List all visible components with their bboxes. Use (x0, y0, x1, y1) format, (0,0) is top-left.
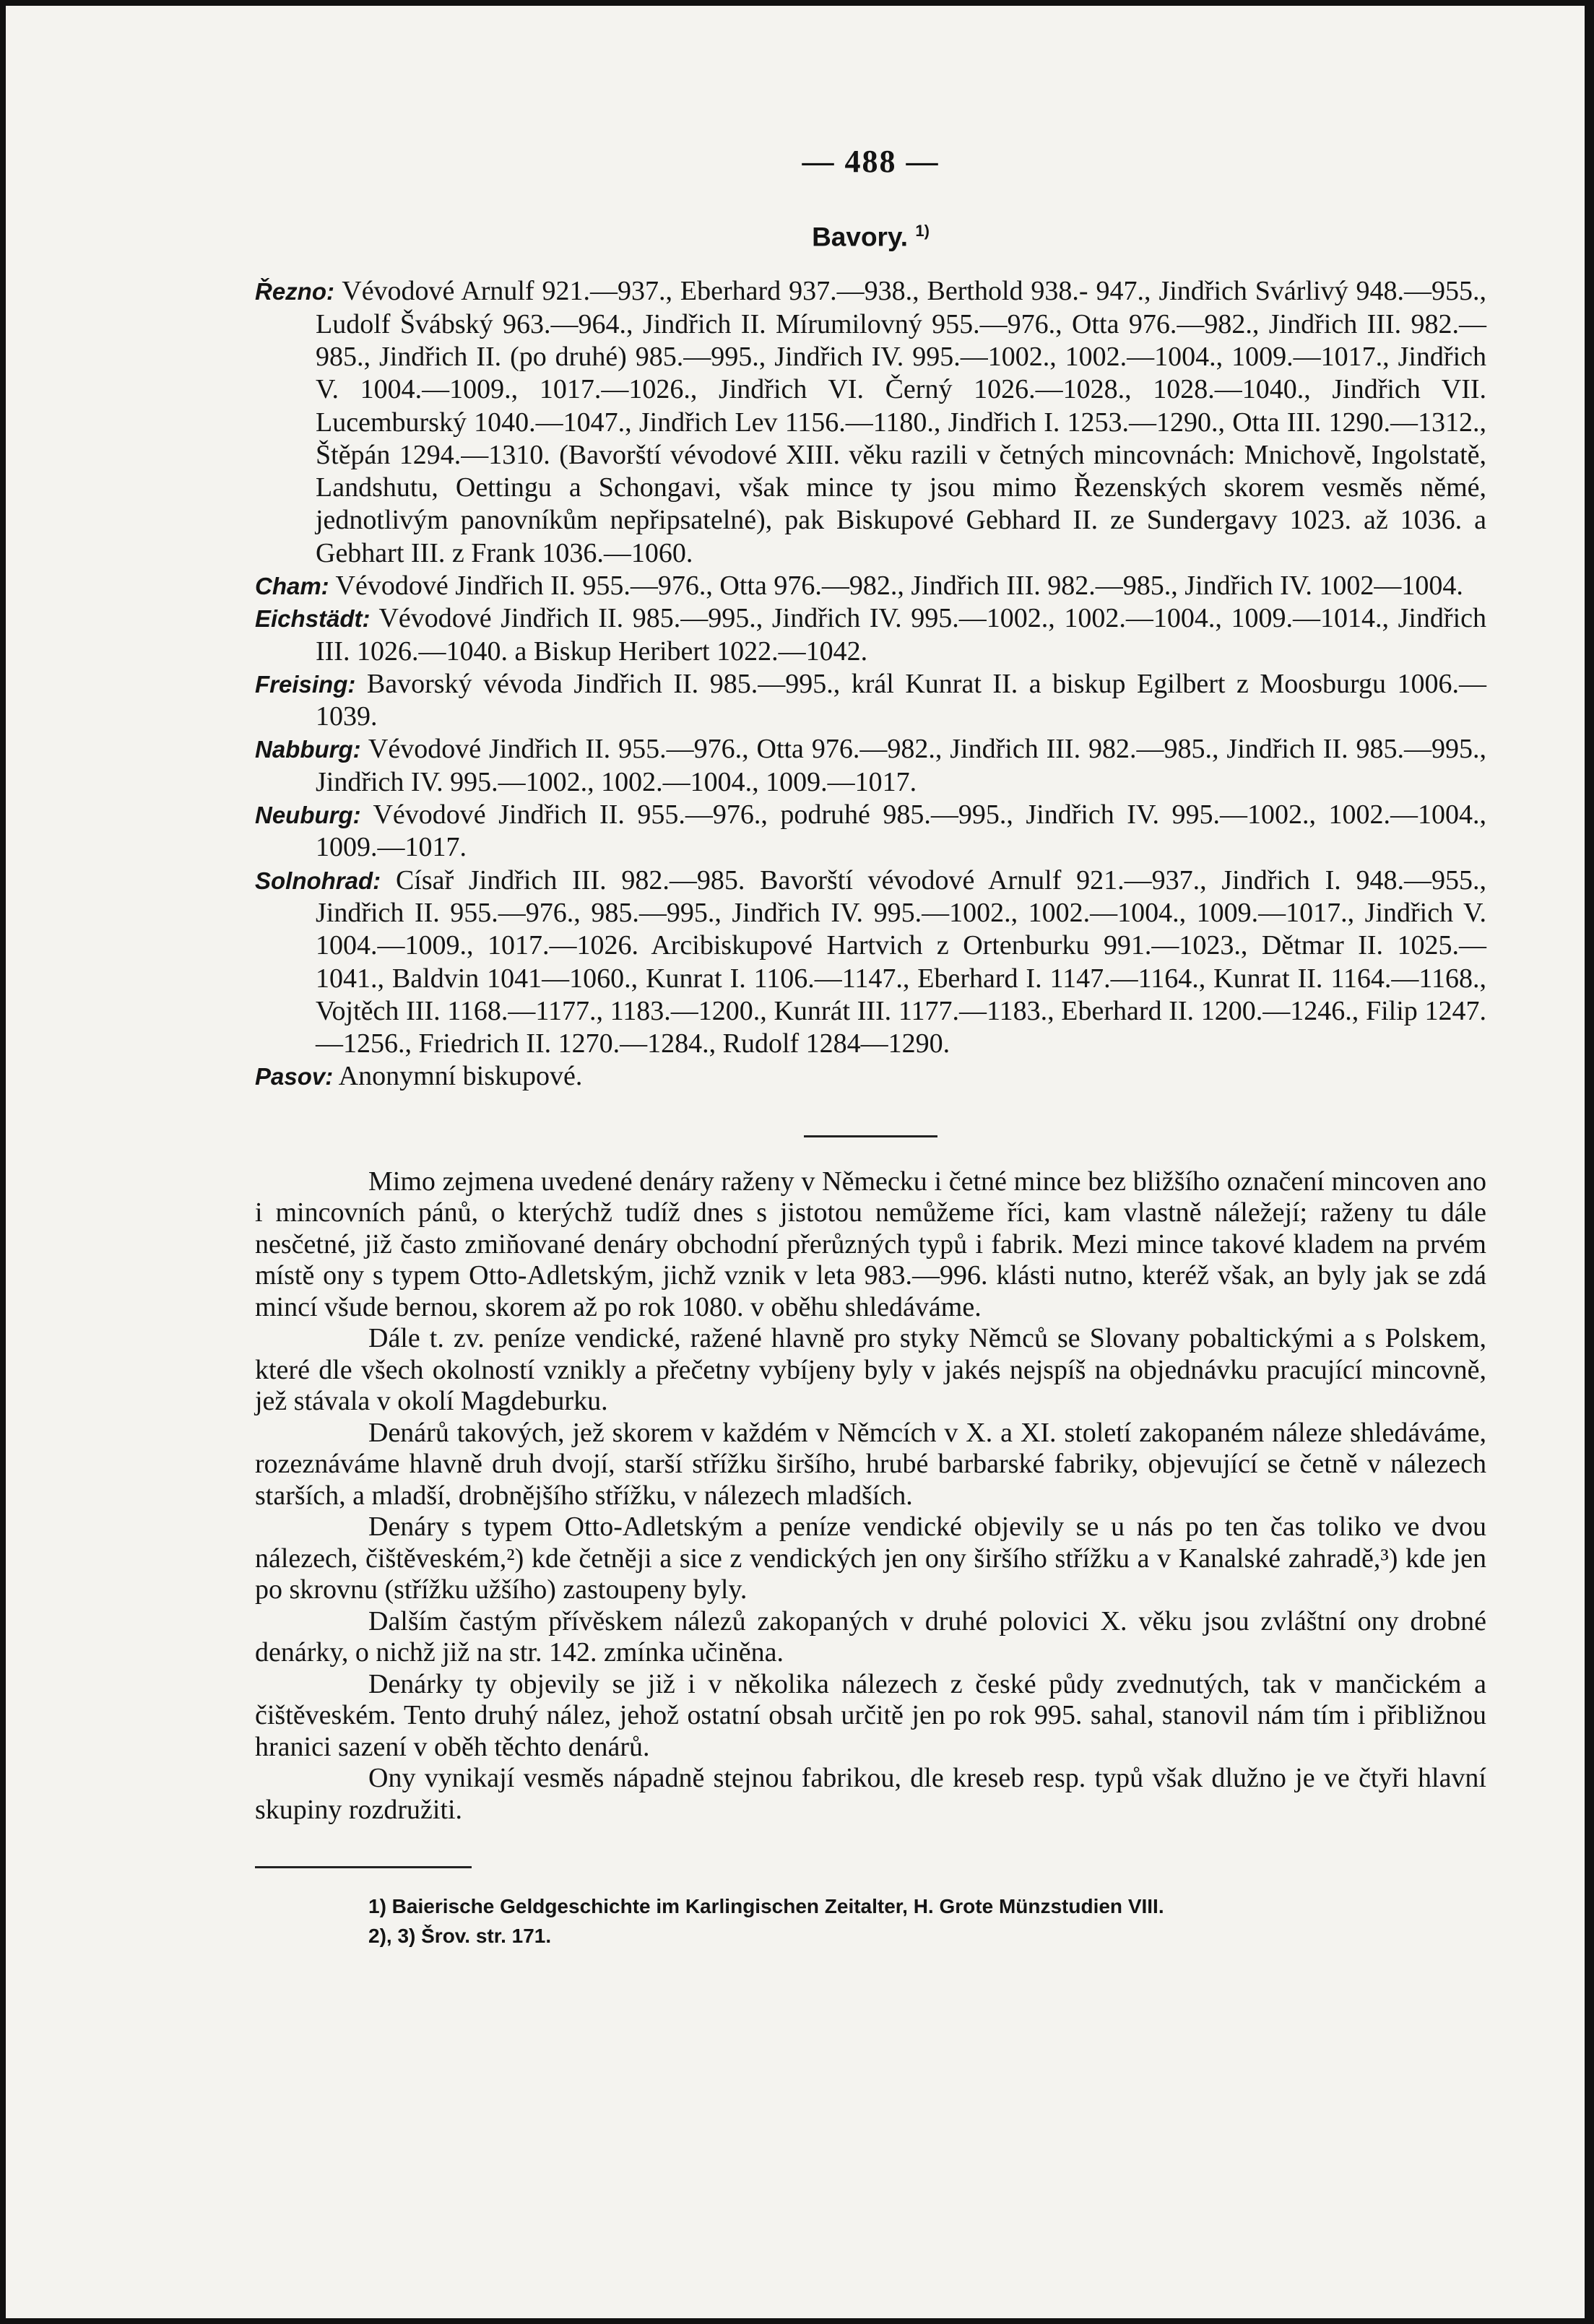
paragraph: Dále t. zv. peníze vendické, ražené hlavně pro styky Němců se Slovany pobaltickými a s Polskem, které dle všech okolností vznikly a přečetny vybíjeny byly v jakés nejspíš na objednávku pracující mincovně, jež stávala v okolí Magdeburku. (255, 1323, 1486, 1417)
paragraph: Dalším častým přívěskem nálezů zakopaných v druhé polovici X. věku jsou zvláštní ony drobné denárky, o nichž již na str. 142. zmínka učiněna. (255, 1605, 1486, 1668)
mint-text: Vévodové Jindřich II. 955.—976., Otta 976.—982., Jindřich III. 982.—985., Jindřich IV. 1002—1004. (335, 571, 1463, 601)
mint-name: Eichstädt: (255, 605, 371, 633)
mint-entry (255, 275, 1486, 570)
footnotes (255, 1891, 1486, 1951)
mint-name: Řezno: (255, 278, 334, 305)
mint-entry (255, 602, 1486, 668)
paragraph: Denárů takových, jež skorem v každém v Němcích v X. a XI. století zakopaném náleze shledáváme, rozeznáváme hlavně druh dvojí, starší střížku širšího, hrubé barbarské fabriky, objevující se četně v nálezech starších, a mladší, drobnějšího střížku, v nálezech mladších. (255, 1417, 1486, 1511)
text-column (255, 143, 1486, 1951)
mint-name: Nabburg: (255, 736, 361, 763)
page-number: — 488 — (802, 144, 940, 179)
paragraph: Mimo zejmena uvedené denáry raženy v Německu i četné mince bez bližšího označení mincoven ano i mincovních pánů, o kterýchž tudíž dnes s jistotou nemůžeme říci, kam vlastně náležejí; raženy tu dále nesčetné, již často zmiňované denáry obchodní přerůzných typů i fabrik. Mezi mince takové kladem na prvém místě ony s typem Otto-Adletským, jichž vznik v leta 983.—996. klásti nutno, kteréž však, an byly jak se zdá mincí všude bernou, skorem až po rok 1080. v oběhu shledáváme. (255, 1166, 1486, 1322)
paragraph: Denárky ty objevily se již i v několika nálezech z české půdy zvednutých, tak v mančickém a čištěveském. Tento druhý nález, jehož ostatní obsah určitě jen po rok 995. sahal, stanovil nám tím i přibližnou hranici sazení v oběh těchto denárů. (255, 1668, 1486, 1762)
footnote: 2), 3) Šrov. str. 171. (368, 1925, 552, 1948)
paragraph: Ony vynikají vesměs nápadně stejnou fabrikou, dle kreseb resp. typů však dlužno je ve čtyři hlavní skupiny rozdružiti. (255, 1763, 1486, 1825)
mint-text: Vévodové Jindřich II. 955.—976., podruhé 985.—995., Jindřich IV. 995.—1002., 1002.—1004., 1009.—1017. (316, 799, 1486, 863)
page (6, 6, 1585, 2318)
mint-name: Pasov: (255, 1063, 334, 1091)
body-text (255, 1166, 1486, 1826)
mint-entry (255, 733, 1486, 799)
section-title-text: Bavory. (812, 222, 909, 252)
mint-text: Vévodové Arnulf 921.—937., Eberhard 937.—938., Berthold 938.- 947., Jindřich Svárlivý 948.—955., Ludolf Švábský 963.—964., Jindřich II. Mírumilovný 955.—976., Otta 976.—982., Jindřich III. 982.—985., Jindřich II. (po druhé) 985.—995., Jindřich IV. 995.—1002., 1002.—1004., 1009.—1017., Jindřich V. 1004.—1009., 1017.—1026., Jindřich VI. Černý 1026.—1028., 1028.—1040., Jindřich VII. Lucemburský 1040.—1047., Jindřich Lev 1156.—1180., Jindřich I. 1253.—1290., Otta III. 1290.—1312., Štěpán 1294.—1310. (Bavorští vévodové XIII. věku razili v četných mincovnách: Mnichově, Ingolstatě, Landshutu, Oettingu a Schongavi, však mince ty jsou mimo Řezenských skorem vesměs němé, jednotlivým panovníkům nepřipsatelné), pak Biskupové Gebhard II. ze Sundergavy 1023. až 1036. a Gebhart III. z Frank 1036.—1060. (316, 276, 1486, 568)
mint-entry (255, 1060, 1486, 1093)
footnote: 1) Baierische Geldgeschichte im Karlingischen Zeitalter, H. Grote Münzstudien VIII. (368, 1895, 1164, 1918)
mint-text: Bavorský vévoda Jindřich II. 985.—995., král Kunrat II. a biskup Egilbert z Moosburgu 1006.—1039. (316, 668, 1486, 732)
mint-text: Vévodové Jindřich II. 985.—995., Jindřich IV. 995.—1002., 1002.—1004., 1009.—1014., Jindřich III. 1026.—1040. a Biskup Heribert 1022.—1042. (316, 603, 1486, 667)
mint-name: Solnohrad: (255, 867, 381, 894)
section-divider (804, 1135, 937, 1137)
mint-name: Cham: (255, 573, 329, 599)
mint-list (255, 275, 1486, 1093)
mint-entry (255, 570, 1486, 602)
footnote-reference: 1) (915, 222, 930, 240)
mint-entry (255, 864, 1486, 1061)
mint-name: Freising: (255, 670, 356, 698)
mint-text: Vévodové Jindřich II. 955.—976., Otta 976.—982., Jindřich III. 982.—985., Jindřich II. 985.—995., Jindřich IV. 995.—1002., 1002.—1004., 1009.—1017. (316, 734, 1486, 797)
mint-text: Anonymní biskupové. (338, 1061, 583, 1092)
mint-name: Neuburg: (255, 802, 361, 829)
footnote-rule (255, 1866, 472, 1868)
mint-entry (255, 668, 1486, 734)
paragraph: Denáry s typem Otto-Adletským a peníze vendické objevily se u nás po ten čas toliko ve dvou nálezech, čištěveském,²) kde četněji a sice z vendických jen ony širšího střížku a v Kanalské zahradě,³) kde jen po skrovnu (střížku užšího) zastoupeny byly. (255, 1512, 1486, 1605)
mint-entry (255, 799, 1486, 864)
mint-text: Císař Jindřich III. 982.—985. Bavorští vévodové Arnulf 921.—937., Jindřich I. 948.—955., Jindřich II. 955.—976., 985.—995., Jindřich IV. 995.—1002., 1002.—1004., 1009.—1017., Jindřich V. 1004.—1009., 1017.—1026. Arcibiskupové Hartvich z Ortenburku 991.—1023., Dětmar II. 1025.—1041., Baldvin 1041—1060., Kunrat I. 1106.—1147., Eberhard I. 1147.—1164., Kunrat II. 1164.—1168., Vojtěch III. 1168.—1177., 1183.—1200., Kunrát III. 1177.—1183., Eberhard II. 1200.—1246., Filip 1247.—1256., Friedrich II. 1270.—1284., Rudolf 1284—1290. (316, 864, 1487, 1059)
section-title (255, 222, 1486, 252)
